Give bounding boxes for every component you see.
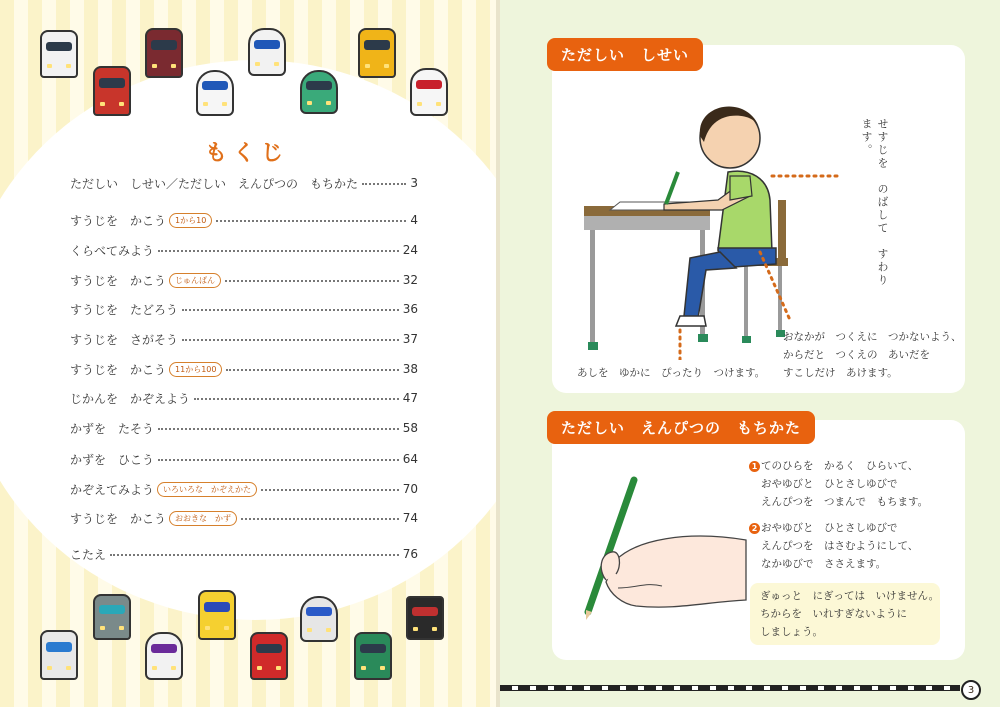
contents-row[interactable] <box>70 172 418 194</box>
contents-page-number: 3 <box>410 176 418 190</box>
contents-badge: じゅんばん <box>169 273 221 288</box>
belly-note-line-3: すこしだけ あけます。 <box>783 367 898 379</box>
leader-dots <box>362 183 406 185</box>
step-2-line-3: なかゆびで ささえます。 <box>761 558 887 570</box>
contents-page-number: 70 <box>402 482 418 496</box>
leader-dots <box>241 518 399 520</box>
leader-dots <box>110 554 399 556</box>
contents-page <box>0 0 497 707</box>
contents-label: すうじを かこう <box>70 511 167 526</box>
contents-label: すうじを たどろう <box>70 302 179 317</box>
contents-badge: 1から10 <box>169 213 212 228</box>
contents-title: もくじ <box>205 141 290 166</box>
caution-line-2: ちからを いれすぎないように <box>760 608 907 620</box>
pencil-grip-title: ただしい えんぴつの もちかた <box>547 411 815 444</box>
contents-label: すうじを さがそう <box>70 332 179 347</box>
contents-label: かずを たそう <box>70 421 155 436</box>
page-number: 3 <box>961 680 981 700</box>
step-1-line-3: えんぴつを つまんで もちます。 <box>761 496 929 508</box>
teal-commuter-icon <box>93 594 131 640</box>
yellow-commuter-icon <box>358 28 396 78</box>
railway-track-footer <box>500 685 960 691</box>
caution-line-1: ぎゅっと にぎっては いけません。 <box>760 590 940 602</box>
contents-badge: おおきな かず <box>169 511 237 526</box>
contents-row[interactable] <box>70 269 418 291</box>
purple-express-icon <box>145 632 183 680</box>
contents-row[interactable] <box>70 239 418 261</box>
shinkansen-0-icon <box>196 70 234 116</box>
contents-page-number: 24 <box>402 243 418 257</box>
foot-posture-note: あしを ゆかに ぴったり つけます。 <box>577 367 766 379</box>
contents-page-number: 37 <box>402 332 418 346</box>
blue-white-express-icon <box>248 28 286 76</box>
belly-note-line-2: からだと つくえの あいだを <box>783 349 930 361</box>
steam-locomotive-icon <box>406 596 444 640</box>
belly-note-line-1: おなかが つくえに つかないよう、 <box>783 331 962 343</box>
maroon-sleeper-icon <box>145 28 183 78</box>
contents-row[interactable] <box>70 543 418 565</box>
step-2-number: 2 <box>749 523 760 534</box>
step-1-line-2: おやゆびと ひとさしゆびで <box>761 478 898 490</box>
contents-label: すうじを かこう <box>70 273 167 288</box>
yellow-inspection-icon <box>198 590 236 640</box>
leader-dots <box>225 280 399 282</box>
contents-row[interactable] <box>70 387 418 409</box>
contents-page-number: 47 <box>402 391 418 405</box>
leader-dots <box>158 459 399 461</box>
guide-page <box>500 0 1000 707</box>
contents-page-number: 4 <box>410 213 418 227</box>
leader-dots <box>261 489 399 491</box>
contents-page-number: 58 <box>402 421 418 435</box>
kamome-icon <box>300 596 338 642</box>
contents-badge: いろいろな かぞえかた <box>157 482 257 497</box>
caution-line-3: しましょう。 <box>760 626 823 638</box>
posture-title: ただしい しせい <box>547 38 703 71</box>
leader-dots <box>158 428 399 430</box>
leader-dots <box>216 220 406 222</box>
contents-page-number: 32 <box>402 273 418 287</box>
contents-label: くらべてみよう <box>70 243 155 258</box>
leader-dots <box>226 369 398 371</box>
contents-page-number: 36 <box>402 302 418 316</box>
hayabusa-icon <box>300 70 338 114</box>
step-2-line-2: えんぴつを はさむようにして、 <box>761 540 919 552</box>
contents-label: こたえ <box>70 547 107 562</box>
posture-illustration <box>580 80 880 360</box>
hand-holding-pencil-illustration <box>576 470 751 620</box>
contents-row[interactable] <box>70 478 418 500</box>
contents-page-number: 74 <box>402 511 418 525</box>
contents-row[interactable] <box>70 358 418 380</box>
leader-dots <box>182 309 399 311</box>
contents-row[interactable] <box>70 448 418 470</box>
contents-row[interactable] <box>70 507 418 529</box>
step-2-line-1: 2 おやゆびと ひとさしゆびで <box>749 520 898 537</box>
contents-label: すうじを かこう <box>70 362 167 377</box>
blue-commuter-icon <box>40 630 78 680</box>
step-1-line-1: 1 てのひらを かるく ひらいて、 <box>749 458 918 475</box>
contents-label: かぞえてみよう <box>70 482 155 497</box>
komachi-icon <box>410 68 448 116</box>
contents-label: じかんを かぞえよう <box>70 391 191 406</box>
red-express-icon <box>250 632 288 680</box>
contents-row[interactable] <box>70 328 418 350</box>
contents-page-number: 64 <box>402 452 418 466</box>
contents-label: すうじを かこう <box>70 213 167 228</box>
leader-dots <box>158 250 399 252</box>
green-limited-icon <box>354 632 392 680</box>
contents-row[interactable] <box>70 417 418 439</box>
leader-dots <box>194 398 399 400</box>
contents-row[interactable] <box>70 209 418 231</box>
step-1-number: 1 <box>749 461 760 472</box>
red-limited-icon <box>93 66 131 116</box>
contents-label: かずを ひこう <box>70 452 155 467</box>
leader-dots <box>182 339 399 341</box>
white-express-icon <box>40 30 78 78</box>
back-posture-note: せすじを のばして すわります。 <box>860 118 889 287</box>
contents-page-number: 76 <box>402 547 418 561</box>
contents-label: ただしい しせい／ただしい えんぴつの もちかた <box>70 176 359 191</box>
contents-page-number: 38 <box>402 362 418 376</box>
contents-badge: 11から100 <box>169 362 222 377</box>
contents-row[interactable] <box>70 298 418 320</box>
